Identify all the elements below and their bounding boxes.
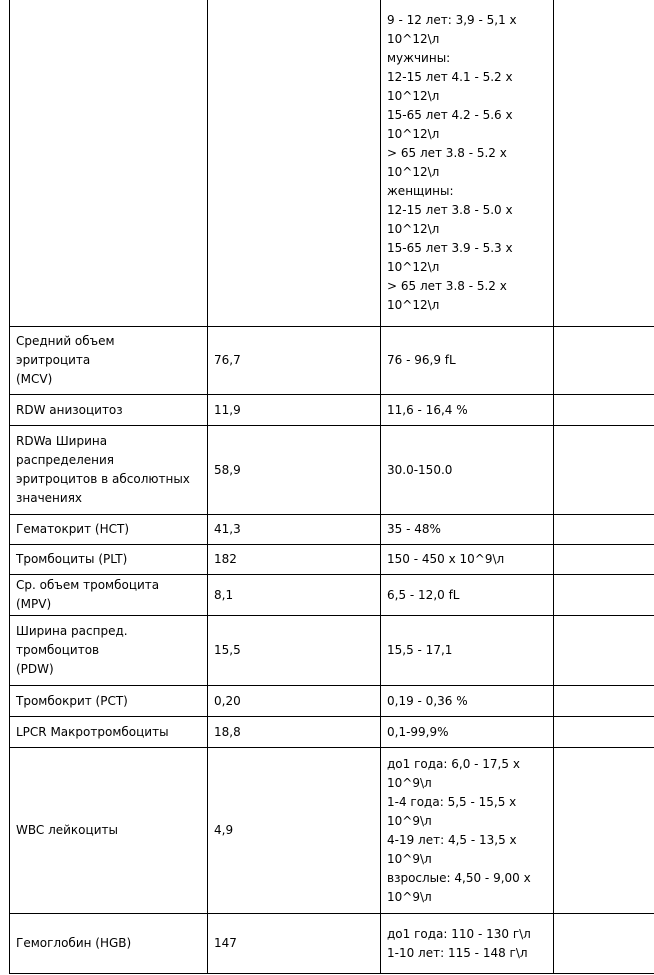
reference-range-line: 10^9\л [387, 851, 432, 866]
reference-range-cell [381, 545, 554, 575]
result-value: 58,9 [214, 462, 241, 477]
reference-range-line: 10^9\л [387, 813, 432, 828]
test-name-cell [10, 515, 208, 545]
reference-range-line: 10^12\л [387, 127, 440, 141]
lab-results-table [9, 0, 654, 974]
result-value-cell [208, 575, 381, 616]
table-row [10, 616, 654, 686]
test-name-line: (MPV) [16, 597, 52, 611]
notes-cell [554, 0, 654, 327]
reference-range-line: 4-19 лет: 4,5 - 13,5 x [387, 832, 517, 847]
result-value-cell [208, 327, 381, 395]
reference-range-line: взрослые: 4,50 - 9,00 x [387, 870, 531, 885]
lab-results-body [10, 0, 654, 974]
reference-range-line: 6,5 - 12,0 fL [387, 587, 460, 602]
reference-range-line: 10^12\л [387, 89, 440, 103]
notes-cell [554, 914, 654, 974]
reference-range-cell [381, 426, 554, 515]
reference-range-line: до1 года: 110 - 130 г\л [387, 926, 531, 941]
reference-range-line: 10^12\л [387, 165, 440, 179]
result-value: 15,5 [214, 643, 241, 657]
test-name-line: Тромбоциты (PLT) [16, 552, 128, 566]
reference-range-line: 10^9\л [387, 889, 432, 904]
test-name-line: RDW анизоцитоз [16, 402, 123, 417]
reference-range-line: 76 - 96,9 fL [387, 353, 456, 367]
notes-cell [554, 686, 654, 717]
result-value: 0,20 [214, 693, 241, 708]
result-value-cell [208, 426, 381, 515]
table-row [10, 515, 654, 545]
result-value-cell [208, 686, 381, 717]
result-value: 147 [214, 936, 237, 950]
table-row [10, 0, 654, 327]
reference-range-line: мужчины: [387, 51, 451, 65]
reference-range-line: до1 года: 6,0 - 17,5 x [387, 756, 520, 771]
result-value-cell [208, 748, 381, 914]
table-row [10, 545, 654, 575]
reference-range-line: 150 - 450 x 10^9\л [387, 552, 505, 566]
reference-range-cell [381, 616, 554, 686]
test-name-cell [10, 395, 208, 426]
reference-range-cell [381, 395, 554, 426]
reference-range-line: 15-65 лет 3.9 - 5.3 x [387, 241, 513, 255]
test-name-cell [10, 575, 208, 616]
test-name-line: Гемоглобин (HGB) [16, 936, 132, 950]
notes-cell [554, 575, 654, 616]
reference-range-line: 12-15 лет 3.8 - 5.0 x [387, 203, 513, 217]
test-name-line: (PDW) [16, 662, 54, 676]
test-name-line: (MCV) [16, 372, 53, 386]
table-row [10, 914, 654, 974]
table-row [10, 748, 654, 914]
test-name-cell [10, 914, 208, 974]
test-name-cell [10, 748, 208, 914]
test-name-cell [10, 616, 208, 686]
test-name-line: Средний объем [16, 334, 115, 348]
reference-range-line: > 65 лет 3.8 - 5.2 x [387, 146, 507, 160]
reference-range-line: 15,5 - 17,1 [387, 643, 453, 657]
test-name-line: Ср. объем тромбоцита [16, 578, 160, 592]
reference-range-line: 1-10 лет: 115 - 148 г\л [387, 945, 528, 960]
reference-range-cell [381, 717, 554, 748]
result-value-cell [208, 395, 381, 426]
table-row [10, 327, 654, 395]
result-value-cell [208, 0, 381, 327]
reference-range-line: 10^12\л [387, 32, 440, 46]
table-row [10, 426, 654, 515]
test-name-line: тромбоцитов [16, 643, 100, 657]
table-row [10, 575, 654, 616]
notes-cell [554, 426, 654, 515]
reference-range-cell [381, 575, 554, 616]
table-row [10, 686, 654, 717]
reference-range-line: женщины: [387, 184, 454, 198]
test-name-cell [10, 545, 208, 575]
test-name-line: распределения [16, 453, 115, 467]
reference-range-line: 10^12\л [387, 260, 440, 274]
reference-range-cell [381, 515, 554, 545]
result-value: 18,8 [214, 724, 241, 739]
test-name-line: LPCR Макротромбоциты [16, 724, 169, 739]
reference-range-cell [381, 914, 554, 974]
notes-cell [554, 327, 654, 395]
result-value: 4,9 [214, 823, 234, 837]
reference-range-line: 35 - 48% [387, 522, 441, 536]
result-value-cell [208, 717, 381, 748]
test-name-cell [10, 327, 208, 395]
test-name-cell [10, 686, 208, 717]
result-value-cell [208, 914, 381, 974]
test-name-line: эритроцитов в абсолютных [16, 472, 190, 486]
notes-cell [554, 748, 654, 914]
reference-range-line: 11,6 - 16,4 % [387, 402, 468, 417]
result-value-cell [208, 515, 381, 545]
test-name-line: значениях [16, 491, 83, 505]
test-name-line: эритроцита [16, 353, 91, 367]
result-value-cell [208, 616, 381, 686]
test-name-line: Ширина распред. [16, 624, 128, 638]
reference-range-cell [381, 748, 554, 914]
reference-range-line: 15-65 лет 4.2 - 5.6 x [387, 108, 513, 122]
test-name-cell [10, 426, 208, 515]
result-value-cell [208, 545, 381, 575]
table-row [10, 717, 654, 748]
reference-range-line: 1-4 года: 5,5 - 15,5 x [387, 794, 517, 809]
notes-cell [554, 395, 654, 426]
reference-range-line: 0,19 - 0,36 % [387, 693, 468, 708]
test-name-line: Тромбокрит (PCT) [16, 693, 128, 708]
result-value: 76,7 [214, 353, 241, 367]
result-value: 41,3 [214, 522, 241, 536]
result-value: 182 [214, 552, 237, 566]
test-name-line: RDWa Ширина [16, 434, 108, 448]
result-value: 8,1 [214, 587, 234, 602]
reference-range-line: 0,1-99,9% [387, 724, 449, 739]
notes-cell [554, 717, 654, 748]
notes-cell [554, 616, 654, 686]
reference-range-cell [381, 327, 554, 395]
reference-range-line: > 65 лет 3.8 - 5.2 x [387, 279, 507, 293]
reference-range-line: 10^12\л [387, 298, 440, 312]
reference-range-line: 30.0-150.0 [387, 462, 453, 477]
test-name-cell [10, 717, 208, 748]
table-row [10, 395, 654, 426]
reference-range-cell [381, 0, 554, 327]
test-name-line: WBC лейкоциты [16, 823, 118, 837]
reference-range-line: 9 - 12 лет: 3,9 - 5,1 x [387, 13, 517, 27]
test-name-cell [10, 0, 208, 327]
reference-range-line: 12-15 лет 4.1 - 5.2 x [387, 70, 513, 84]
result-value: 11,9 [214, 402, 241, 417]
notes-cell [554, 515, 654, 545]
reference-range-cell [381, 686, 554, 717]
test-name-line: Гематокрит (HCT) [16, 522, 130, 536]
reference-range-line: 10^12\л [387, 222, 440, 236]
reference-range-line: 10^9\л [387, 775, 432, 790]
notes-cell [554, 545, 654, 575]
